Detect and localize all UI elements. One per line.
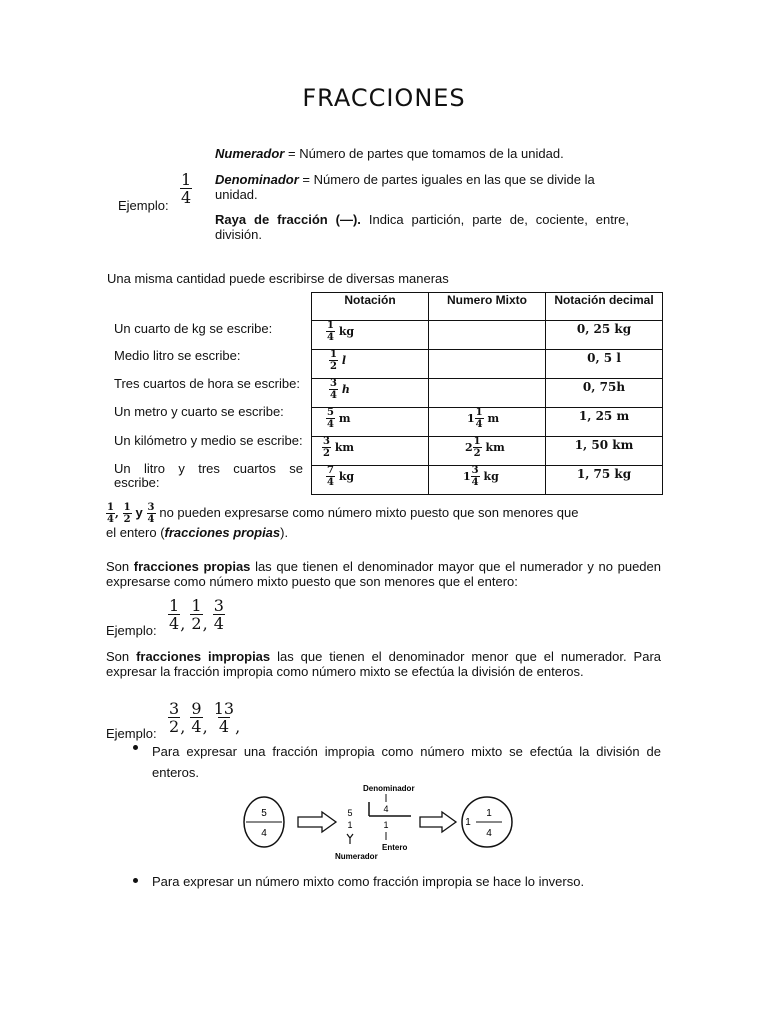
proper-note — [106, 503, 661, 540]
numerator: 3 — [330, 378, 337, 389]
mixed-cell — [429, 350, 546, 379]
intro-text: Una misma cantidad puede escribirse de diversas maneras — [107, 271, 449, 286]
mixed-cell — [429, 408, 546, 437]
separator: = — [298, 172, 314, 187]
bullet-icon — [132, 877, 141, 886]
unit: kg — [338, 470, 355, 483]
right-whole: 1 — [465, 817, 471, 828]
denominator: 2 — [323, 448, 330, 459]
unit: m — [338, 412, 351, 425]
definition-denominador — [215, 172, 629, 202]
decimal-cell: 0, 25 kg — [546, 321, 663, 350]
numerator: 3 — [323, 436, 330, 447]
numerator: 1 — [473, 436, 481, 447]
table-header: Numero Mixto — [429, 293, 546, 321]
numerator: 3 — [169, 699, 180, 718]
unit: km — [334, 441, 355, 454]
para-text: Son — [106, 649, 137, 664]
page-title: FRACCIONES — [302, 84, 466, 112]
improper-example-fractions — [168, 701, 240, 737]
table-row — [312, 437, 663, 466]
notation-cell — [312, 321, 429, 350]
denominator: 2 — [123, 514, 131, 525]
proper-paragraph — [106, 559, 661, 589]
denominator: 4 — [475, 419, 483, 430]
note-text: el entero ( — [106, 525, 165, 540]
table-row — [312, 350, 663, 379]
mixed-whole: 1 — [467, 412, 475, 425]
unit: l — [341, 354, 346, 367]
mixed-cell — [429, 379, 546, 408]
definition-text: Número de partes iguales en las que se divide la unidad. — [215, 172, 595, 202]
label-denominador: Denominador — [363, 784, 415, 793]
denominator: 4 — [327, 332, 334, 343]
note-text: ). — [280, 525, 289, 540]
denominator: 4 — [213, 614, 224, 633]
mixed-cell — [429, 466, 546, 495]
row-label: Un cuarto de kg se escribe: — [114, 321, 273, 336]
emphasis: fracciones propias — [164, 525, 281, 540]
para-text: Son — [106, 559, 134, 574]
numerator: 1 — [123, 502, 131, 513]
row-label: Tres cuartos de hora se escribe: — [114, 376, 300, 391]
mixed-whole: 2 — [465, 441, 473, 454]
bullet-text: Para expresar una fracción impropia como número mixto se efectúa la división de enteros. — [152, 744, 661, 780]
denominator: 4 — [330, 390, 337, 401]
example-fraction — [180, 172, 192, 206]
table-header: Notación decimal — [546, 293, 663, 321]
numerator: 9 — [191, 699, 202, 718]
table-row — [312, 379, 663, 408]
conjunction: y — [135, 505, 143, 520]
table-row — [312, 408, 663, 437]
numerador-pointer — [347, 834, 353, 844]
quotient: 1 — [383, 820, 389, 830]
label-entero: Entero — [382, 843, 408, 852]
numerator: 1 — [191, 596, 202, 615]
comma: , — [180, 614, 186, 634]
proper-example-fractions — [168, 598, 225, 634]
comma: , — [235, 717, 241, 737]
comma: , — [202, 614, 208, 634]
definition-raya — [215, 212, 629, 242]
example-label: Ejemplo: — [106, 726, 157, 741]
row-label: Un kilómetro y medio se escribe: — [114, 433, 303, 448]
table-row — [312, 466, 663, 495]
notation-cell — [312, 466, 429, 495]
decimal-cell: 1, 50 km — [546, 437, 663, 466]
left-denominator: 4 — [261, 828, 267, 839]
row-label: Un litro y tres cuartos se escribe: — [114, 461, 303, 490]
numerator: 13 — [213, 699, 235, 718]
table-row — [312, 321, 663, 350]
definition-text: Indica partición, parte de, cociente, entre, división. — [215, 212, 629, 242]
arrow-right-icon — [298, 812, 336, 832]
numerator: 1 — [330, 349, 337, 360]
fraction-denominator: 4 — [181, 188, 192, 207]
decimal-cell: 0, 75h — [546, 379, 663, 408]
denominator: 4 — [169, 614, 180, 633]
numerator: 3 — [213, 596, 224, 615]
notation-cell — [312, 437, 429, 466]
remainder-value: 1 — [347, 820, 353, 830]
term: Raya de fracción (—). — [215, 212, 361, 227]
denominator: 2 — [473, 448, 481, 459]
right-numerator: 1 — [486, 808, 492, 819]
right-denominator: 4 — [486, 828, 492, 839]
numerator: 3 — [147, 502, 155, 513]
term: Numerador — [215, 146, 285, 161]
decimal-cell: 1, 25 m — [546, 408, 663, 437]
dividend: 5 — [347, 808, 353, 818]
unit: kg — [338, 325, 355, 338]
separator — [361, 212, 369, 227]
para-text: las que tienen el denominador mayor que el numerador y no pueden expresarse como número mixto puesto que son menores que el entero: — [106, 559, 661, 589]
fraction-numerator: 1 — [181, 170, 192, 189]
example-label: Ejemplo: — [106, 623, 157, 638]
denominator: 2 — [191, 614, 202, 633]
numerator: 1 — [169, 596, 180, 615]
comma: , — [202, 717, 208, 737]
definition-numerador — [215, 146, 629, 161]
denominator: 4 — [147, 514, 155, 525]
numerator: 1 — [327, 320, 334, 331]
notation-cell — [312, 379, 429, 408]
mixed-cell — [429, 437, 546, 466]
numerator: 5 — [327, 407, 334, 418]
divisor: 4 — [383, 804, 389, 814]
denominator: 4 — [218, 717, 230, 736]
arrow-right-icon — [420, 812, 456, 832]
mixed-whole: 1 — [463, 470, 471, 483]
table-header-row — [312, 293, 663, 321]
numerator: 1 — [475, 407, 483, 418]
example-label: Ejemplo: — [118, 198, 169, 213]
note-text: no pueden expresarse como número mixto puesto que son menores que — [159, 505, 579, 520]
fraction — [180, 172, 192, 206]
unit: h — [341, 383, 350, 396]
bullet-icon — [132, 744, 141, 753]
denominator: 4 — [107, 514, 114, 525]
comma: , — [114, 507, 119, 520]
denominator: 4 — [327, 477, 334, 488]
left-numerator: 5 — [261, 808, 267, 819]
notation-cell — [312, 350, 429, 379]
denominator: 4 — [191, 717, 202, 736]
denominator: 2 — [330, 361, 337, 372]
mixed-cell — [429, 321, 546, 350]
row-label: Medio litro se escribe: — [114, 348, 241, 363]
numerator: 1 — [107, 502, 114, 513]
notation-table — [311, 292, 663, 495]
separator: = — [284, 146, 300, 161]
label-numerador: Numerador — [335, 852, 378, 861]
term: Denominador — [215, 172, 299, 187]
term: fracciones propias — [133, 559, 251, 574]
row-label: Un metro y cuarto se escribe: — [114, 404, 284, 419]
unit: m — [487, 412, 500, 425]
numerator: 3 — [471, 465, 479, 476]
numerator: 7 — [327, 465, 334, 476]
improper-paragraph — [106, 649, 661, 679]
term: fracciones impropias — [136, 649, 271, 664]
unit: km — [485, 441, 505, 454]
comma: , — [180, 717, 186, 737]
unit: kg — [483, 470, 499, 483]
table-header: Notación — [312, 293, 429, 321]
denominator: 4 — [327, 419, 334, 430]
bullet-text: Para expresar un número mixto como fracción impropia se hace lo inverso. — [152, 874, 585, 889]
denominator: 2 — [169, 717, 180, 736]
notation-cell — [312, 408, 429, 437]
decimal-cell: 1, 75 kg — [546, 466, 663, 495]
denominator: 4 — [471, 477, 479, 488]
decimal-cell: 0, 5 l — [546, 350, 663, 379]
definition-text: Número de partes que tomamos de la unidad. — [299, 146, 564, 161]
division-diagram — [240, 780, 530, 864]
para-text: las que tienen el denominador menor que el numerador. Para expresar la fracción impropia como número mixto se efectúa la división de enteros. — [106, 649, 661, 679]
